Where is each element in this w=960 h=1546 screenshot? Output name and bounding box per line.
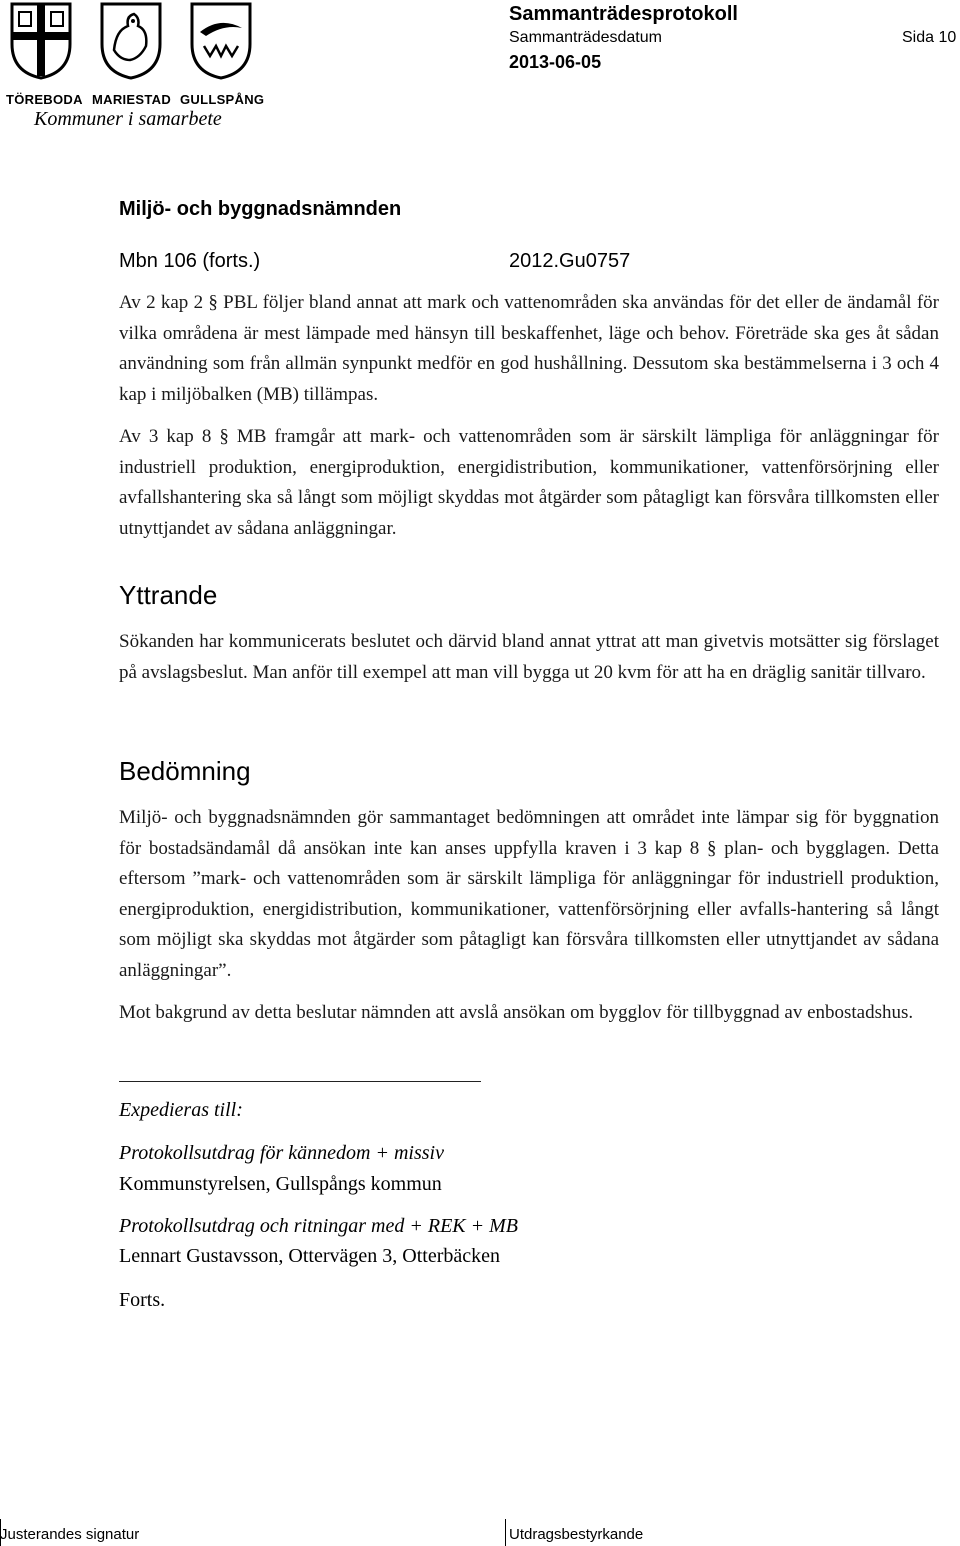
heading-yttrande: Yttrande xyxy=(119,580,218,610)
gullspang-crest-icon xyxy=(190,2,252,80)
document-title: Sammanträdesprotokoll xyxy=(509,3,738,25)
distribution-item1-recipient: Kommunstyrelsen, Gullspångs kommun xyxy=(119,1173,442,1195)
decision-text: Mot bakgrund av detta beslutar nämnden att avslå ansökan om bygglov för tillbyggnad av enbostadshus. xyxy=(119,1002,914,1023)
committee-name: Miljö- och byggnadsnämnden xyxy=(119,198,402,220)
logo-town-toreboda: TÖREBODA xyxy=(6,92,83,107)
separator-line xyxy=(119,1081,481,1082)
mariestad-crest-icon xyxy=(100,2,162,80)
body-paragraph-pbl: Av 2 kap 2 § PBL följer bland annat att mark och vattenområden ska användas för det eller de ändamål för vilka områdena är mest lämpade med hänsyn till beskaffenhet, läge och behov. Företräde ska ges åt sådan användning som från allmän synpunkt medför en god hushållning. Dessutom ska bestämmelserna i 3 och 4 kap i miljöbalken (MB) tillämpas. xyxy=(119,292,939,405)
distribution-item1-label: Protokollsutdrag för kännedom + missiv xyxy=(119,1142,444,1164)
distribution-item2-label: Protokollsutdrag och ritningar med + REK + MB xyxy=(119,1215,519,1237)
footer-border-middle xyxy=(505,1519,506,1546)
body-paragraph-mb: Av 3 kap 8 § MB framgår att mark- och vattenområden som är särskilt lämpliga för anläggningar för industriell produktion, energiproduktion, energidistribution, kommunikationer, vattenförsörjning eller avfallshantering ska så långt som möjligt skyddas mot åtgärder som påtagligt kan försvåra tillkomsten eller utnyttjandet av sådana anläggningar. xyxy=(119,426,939,539)
case-number: 2012.Gu0757 xyxy=(509,250,631,272)
signature-label: Justerandes signatur xyxy=(0,1526,140,1543)
meeting-date-label: Sammanträdesdatum xyxy=(509,29,662,46)
extract-certification-label: Utdragsbestyrkande xyxy=(509,1526,644,1543)
distribution-label: Expedieras till: xyxy=(119,1099,243,1121)
yttrande-text: Sökanden har kommunicerats beslutet och därvid bland annat yttrat att man givetvis motsätter sig förslaget på avslagsbeslut. Man anför till exempel att man vill bygga ut 20 kvm för att ha en dräglig sanitär tillvaro. xyxy=(119,631,939,683)
distribution-item2-recipient: Lennart Gustavsson, Ottervägen 3, Otterbäcken xyxy=(119,1245,500,1267)
logo-motto: Kommuner i samarbete xyxy=(34,108,222,130)
logo-town-gullspang: GULLSPÅNG xyxy=(180,92,265,107)
logo-town-mariestad: MARIESTAD xyxy=(92,92,172,107)
meeting-date: 2013-06-05 xyxy=(509,52,602,72)
continued-marker: Forts. xyxy=(119,1289,166,1311)
bedomning-text: Miljö- och byggnadsnämnden gör sammantaget bedömningen att området inte lämpar sig för byggnation för bostadsändamål då ansökan inte kan anses uppfylla kraven i 3 kap 8 § plan- och bygglagen. Detta eftersom ”mark- och vattenområden som är särskilt lämpliga för anläggningar för industriell produktion, energiproduktion, energidistribution, kommunikationer, vattenförsörjning eller avfalls-hantering så långt som möjligt ska skyddas mot åtgärder som påtagligt kan försvåra tillkomsten eller utnyttjandet av sådana anläggningar”. xyxy=(119,807,939,981)
heading-bedomning: Bedömning xyxy=(119,756,251,786)
paragraph-reference: Mbn 106 (forts.) xyxy=(119,250,261,272)
page-number: Sida 10 xyxy=(902,29,957,46)
toreboda-crest-icon xyxy=(10,2,72,80)
municipal-logos xyxy=(6,0,266,135)
